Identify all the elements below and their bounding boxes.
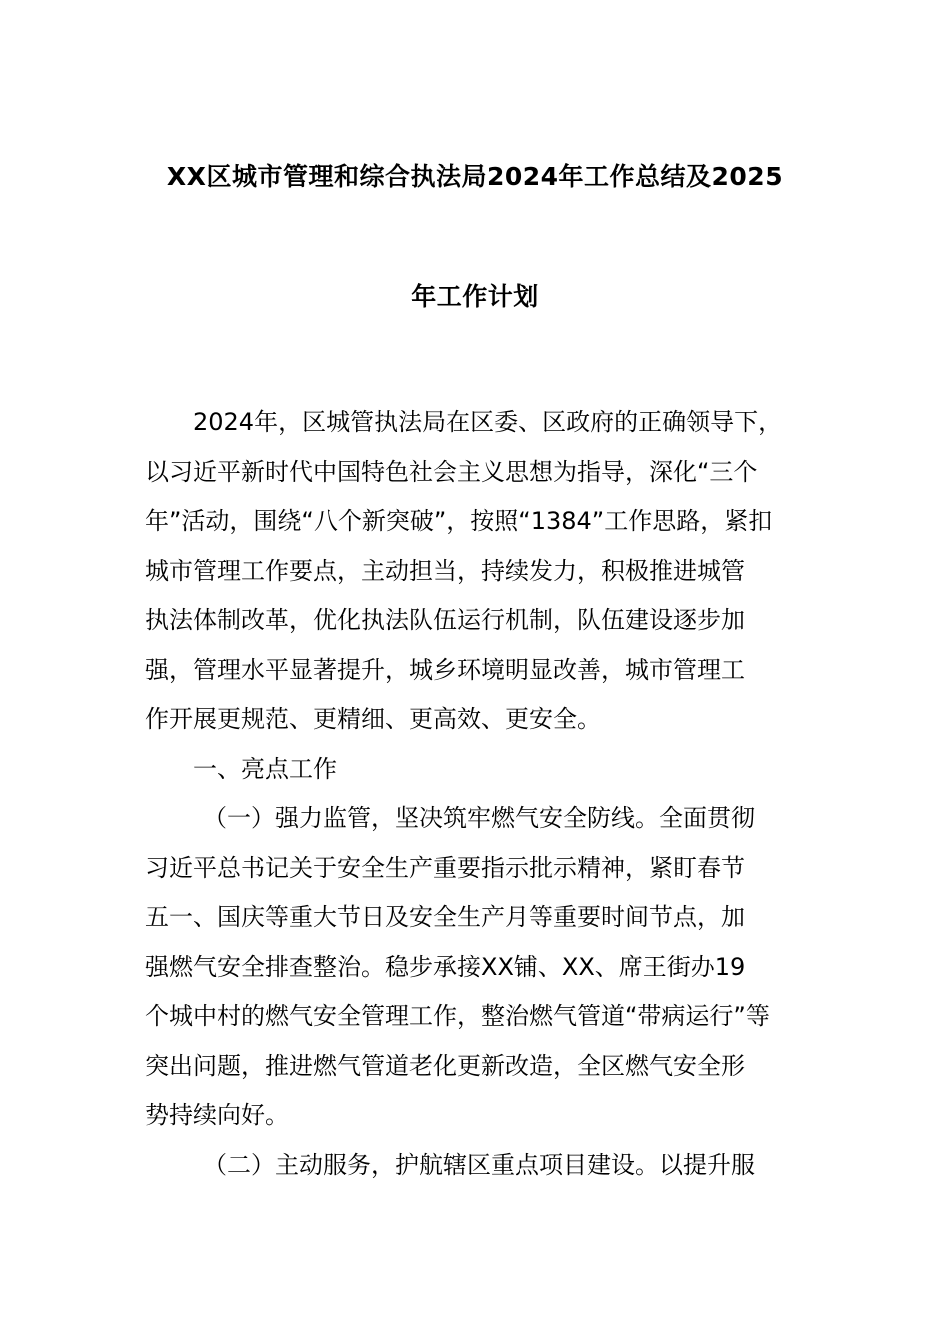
paragraph-line: 2024年，区城管执法局在区委、区政府的正确领导下， (193, 408, 783, 436)
paragraph-line: 突出问题，推进燃气管道老化更新改造，全区燃气安全形 (145, 1051, 745, 1080)
paragraph-line: 强燃气安全排查整治。稳步承接XX铺、XX、席王街办19 (145, 952, 746, 981)
paragraph-line: 执法体制改革，优化执法队伍运行机制，队伍建设逐步加 (145, 606, 745, 634)
paragraph-line: 以习近平新时代中国特色社会主义思想为指导，深化“三个 (145, 457, 758, 486)
subsection-heading-line: （一）强力监管，坚决筑牢燃气安全防线。全面贯彻 (203, 804, 755, 832)
document-title-line-1: XX区城市管理和综合执法局2024年工作总结及2025 (166, 162, 784, 191)
paragraph-line: 个城中村的燃气安全管理工作，整治燃气管道“带病运行”等 (145, 1002, 770, 1030)
paragraph-line: 强，管理水平显著提升，城乡环境明显改善，城市管理工 (145, 655, 745, 684)
subsection-heading-line: （二）主动服务，护航辖区重点项目建设。以提升服 (203, 1150, 755, 1179)
paragraph-line: 五一、国庆等重大节日及安全生产月等重要时间节点，加 (145, 903, 745, 931)
paragraph-line: 作开展更规范、更精细、更高效、更安全。 (145, 705, 601, 733)
paragraph-line: 势持续向好。 (145, 1101, 289, 1129)
paragraph-line: 习近平总书记关于安全生产重要指示批示精神，紧盯春节 (145, 853, 745, 882)
paragraph-line: 城市管理工作要点，主动担当，持续发力，积极推进城管 (145, 556, 745, 585)
paragraph-line: 年”活动，围绕“八个新突破”，按照“1384”工作思路，紧扣 (145, 507, 773, 535)
section-heading: 一、亮点工作 (193, 754, 337, 783)
document-body (145, 404, 835, 1196)
document-title-line-2: 年工作计划 (411, 282, 539, 311)
